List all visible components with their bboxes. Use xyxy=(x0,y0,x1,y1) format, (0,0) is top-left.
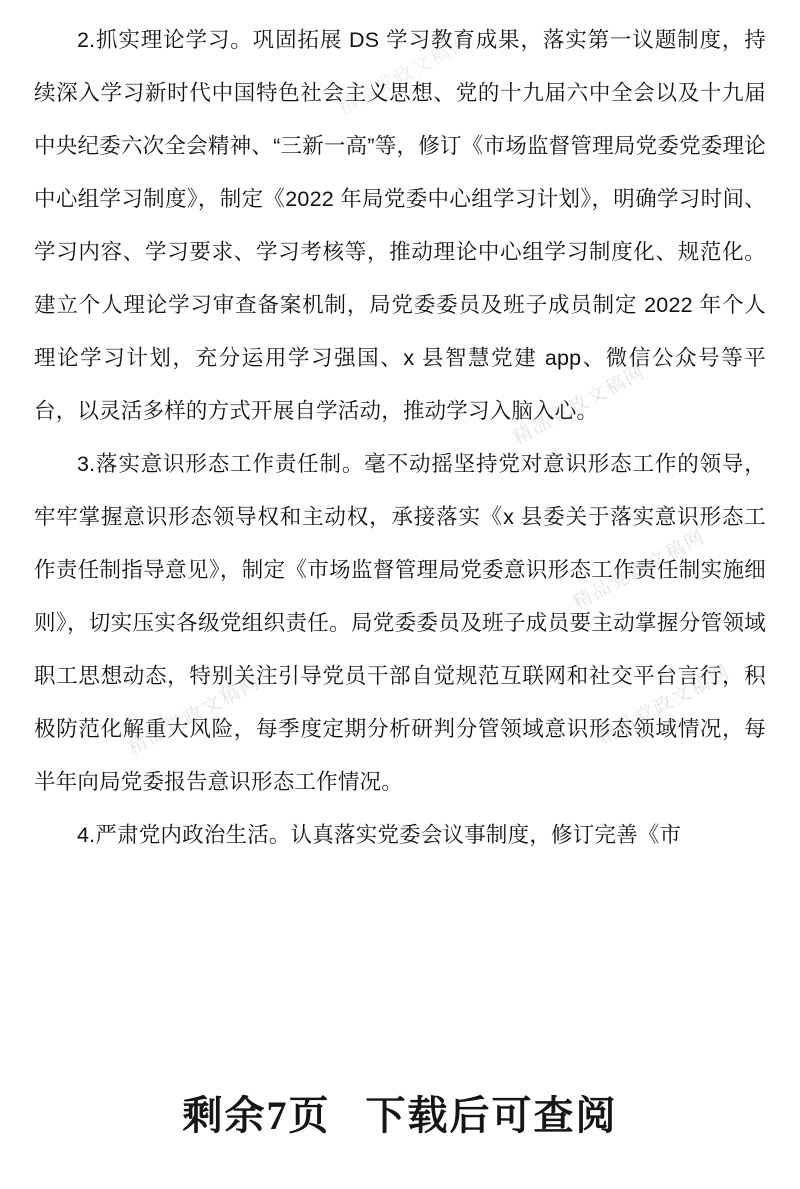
watermark-text: 精品党政文稿网 xyxy=(509,361,650,450)
paragraph: 3.落实意识形态工作责任制。毫不动摇坚持党对意识形态工作的领导，牢牢掌握意识形态领导权和主动权，承接落实《x 县委关于落实意识形态工作责任制指导意见》，制定《市场监督管理局党委意识形态工作责任制实施细则》，切实压实各级党组织责任。局党委委员及班子成员要主动掌握分管领域职工思想动态，特别关注引导党员干部自觉规范互联网和社交平台言行，积极防范化解重大风险，每季度定期分析研判分管领域意识形态领域情况，每半年向局党委报告意识形态工作情况。 xyxy=(34,452,766,794)
download-hint-label: 下载后可查阅 xyxy=(365,1093,618,1138)
paragraph: 4.严肃党内政治生活。认真落实党委会议事制度，修订完善《市 xyxy=(77,823,682,847)
watermark-text: 精品党政文稿网 xyxy=(124,671,265,760)
watermark-text: 精品党政文稿网 xyxy=(569,526,710,615)
paragraph: 2.抓实理论学习。巩固拓展 DS 学习教育成果，落实第一议题制度，持续深入学习新时代中国特色社会主义思想、党的十九届六中全会以及十九届中央纪委六次全会精神、“三新一高”等，修订《市场监督管理局党委党委理论中心组学习制度》，制定《2022 年局党委中心组学习计划》，明确学习时间、学习内容、学习要求、学习考核等，推动理论中心组学习制度化、规范化。建立个人理论学习审查备案机制，局党委委员及班子成员制定 2022 年个人理论学习计划，充分运用学习强国、x 县智慧党建 app、微信公众号等平台，以灵活多样的方式开展自学活动，推动学习入脑入心。 xyxy=(34,28,766,423)
watermark-text: 精品党政文稿网 xyxy=(594,661,735,750)
watermark-text: 精品党政文稿网 xyxy=(334,31,475,120)
remaining-pages-label: 剩余7页 xyxy=(182,1093,331,1138)
document-body xyxy=(34,14,766,862)
download-prompt xyxy=(0,1084,800,1141)
